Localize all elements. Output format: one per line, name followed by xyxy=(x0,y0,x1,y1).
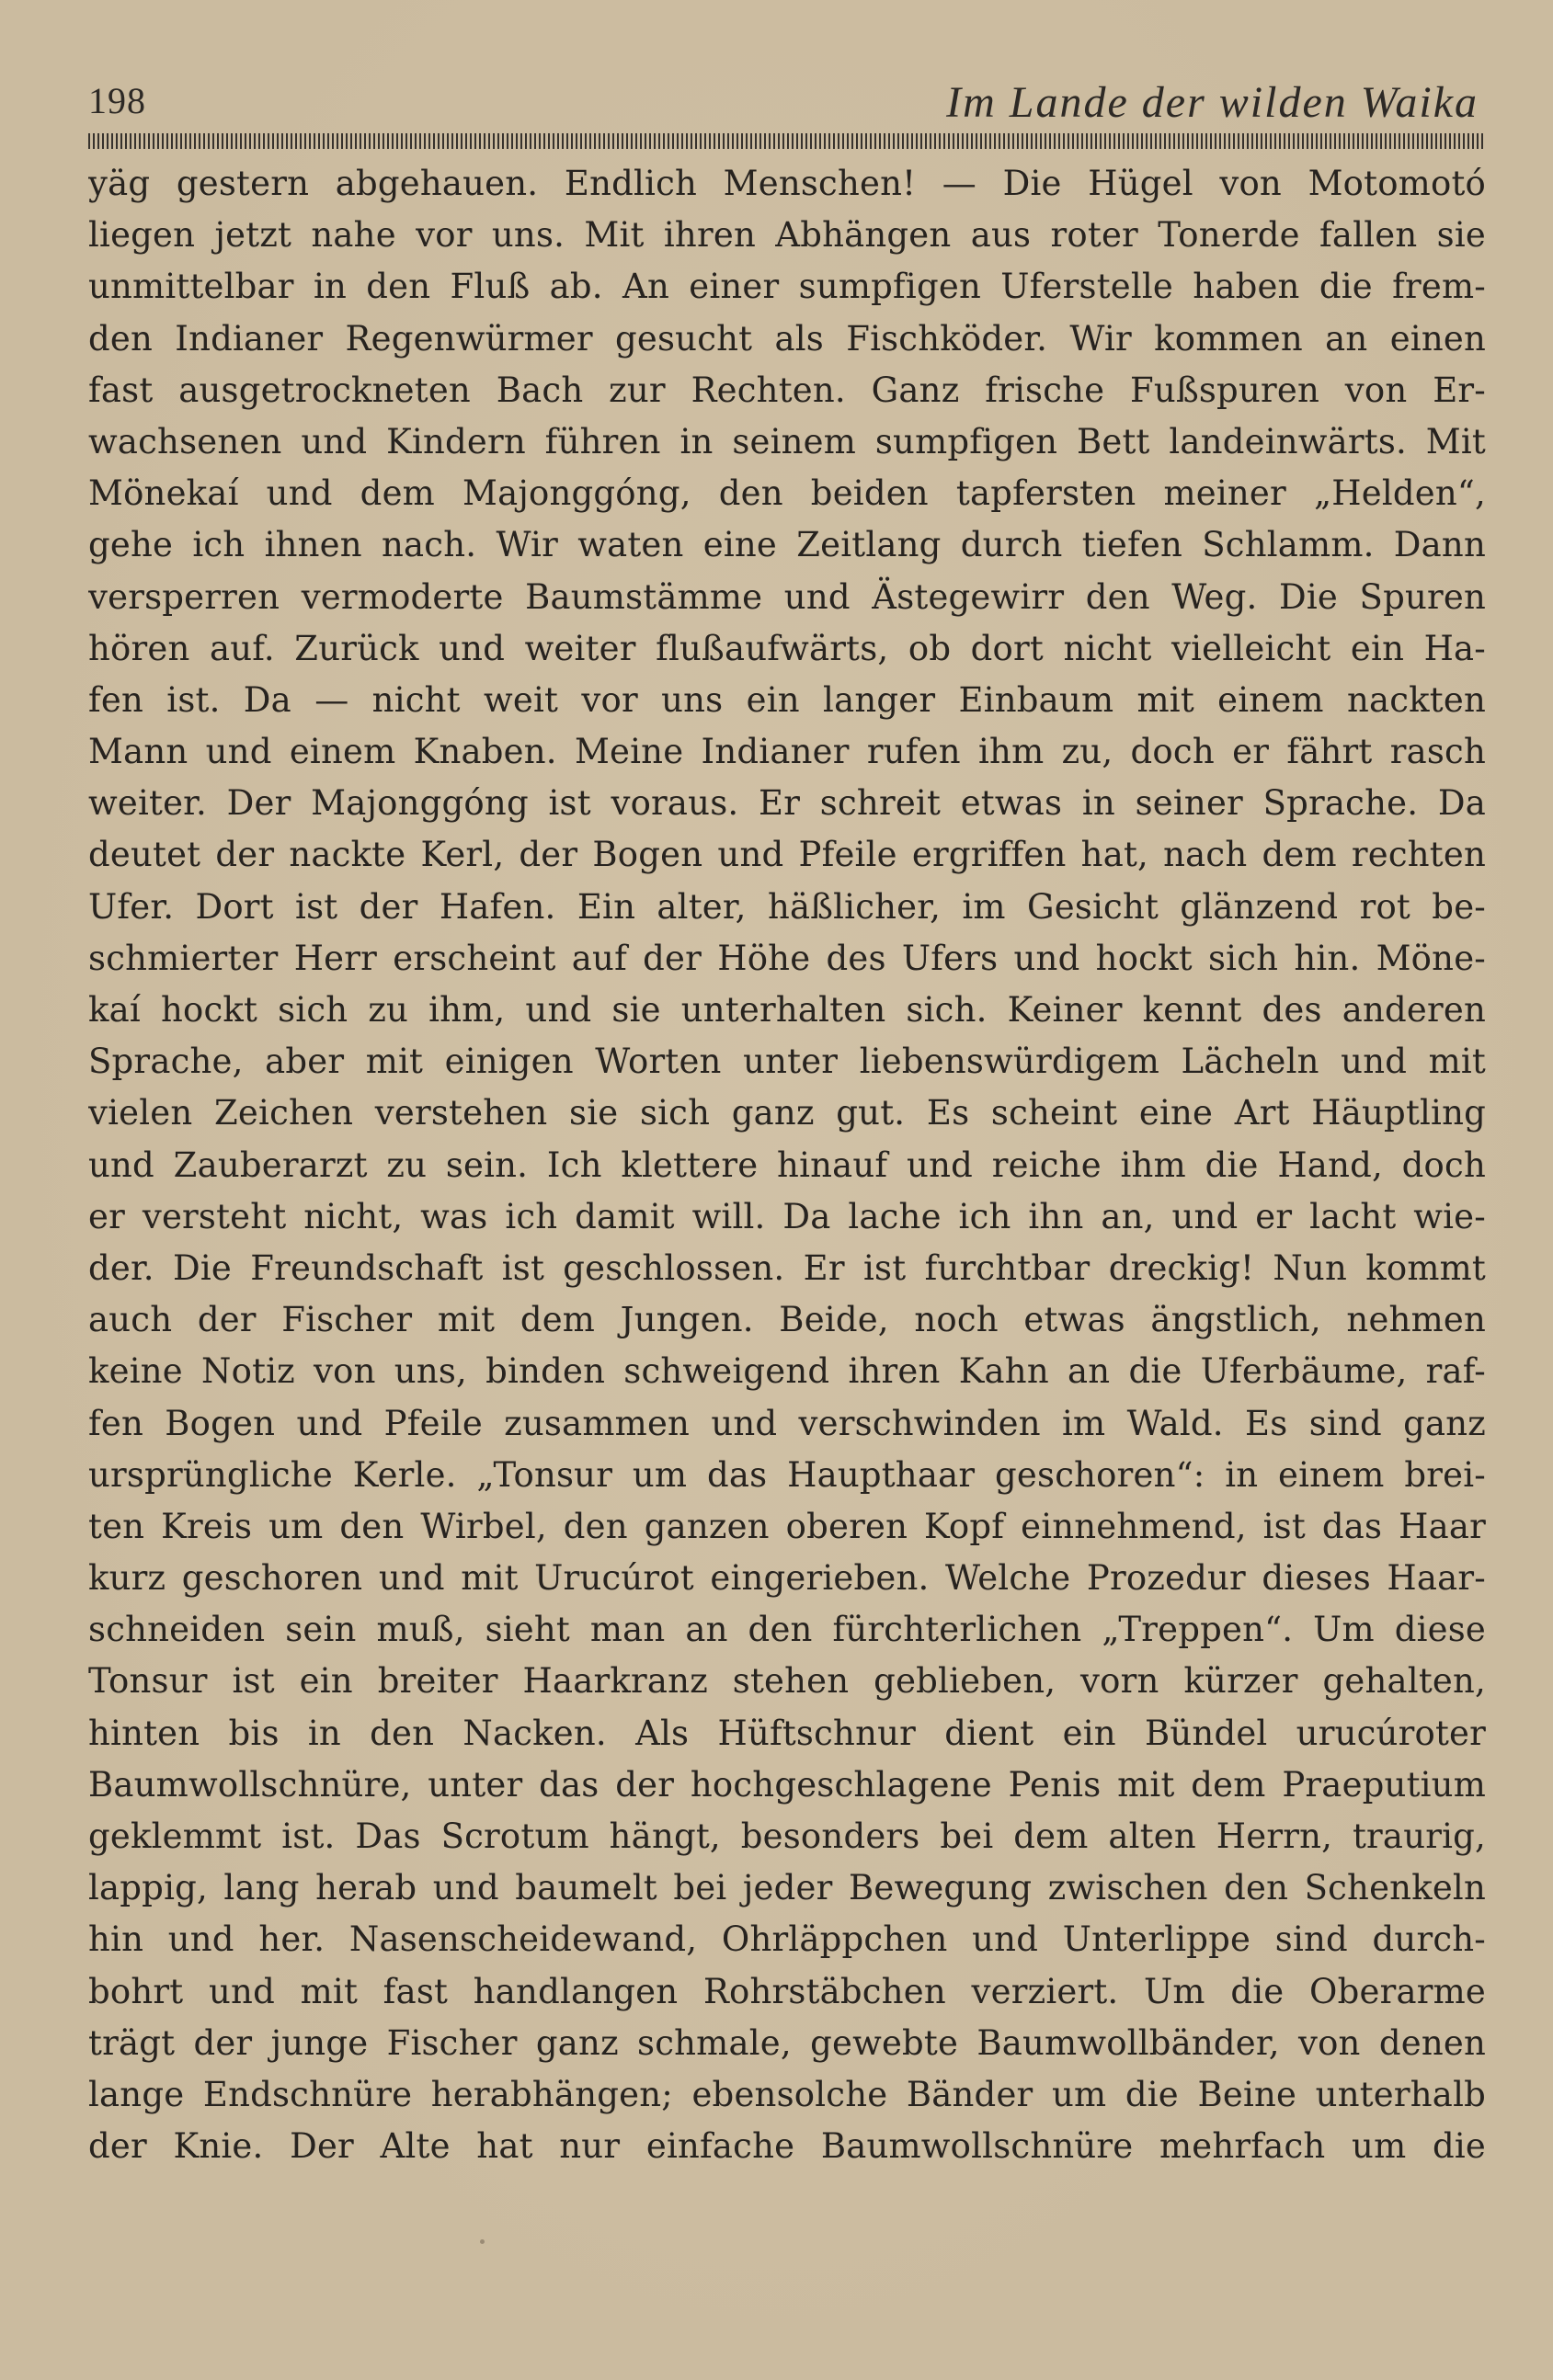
text-line: wachsenen und Kindern führen in seinem sumpfigen Bett landeinwärts. Mit xyxy=(88,421,1486,461)
text-line: versperren vermoderte Baumstämme und Ästegewirr den Weg. Die Spuren xyxy=(88,576,1486,617)
text-line: Mönekaí und dem Majonggóng, den beiden tapfersten meiner „Helden“, xyxy=(88,473,1486,514)
body-text xyxy=(88,158,1486,2172)
text-line: hinten bis in den Nacken. Als Hüftschnur dient ein Bündel urucúroter xyxy=(88,1713,1486,1753)
text-line: vielen Zeichen verstehen sie sich ganz gut. Es scheint eine Art Häuptling xyxy=(88,1093,1486,1133)
text-line: schneiden sein muß, sieht man an den fürchterlichen „Treppen“. Um diese xyxy=(88,1610,1486,1650)
text-line: unmittelbar in den Fluß ab. An einer sumpfigen Uferstelle haben die frem- xyxy=(88,267,1486,307)
text-line: lange Endschnüre herabhängen; ebensolche Bänder um die Beine unterhalb xyxy=(88,2074,1486,2114)
text-line: gehe ich ihnen nach. Wir waten eine Zeitlang durch tiefen Schlamm. Dann xyxy=(88,525,1486,565)
text-line: Ufer. Dort ist der Hafen. Ein alter, häßlicher, im Gesicht glänzend rot be- xyxy=(88,886,1486,927)
header-rule xyxy=(88,133,1486,149)
text-line: keine Notiz von uns, binden schweigend ihren Kahn an die Uferbäume, raf- xyxy=(88,1351,1486,1392)
text-line: fen ist. Da — nicht weit vor uns ein langer Einbaum mit einem nackten xyxy=(88,679,1486,720)
paper-speck xyxy=(480,2239,485,2244)
text-line: fen Bogen und Pfeile zusammen und verschwinden im Wald. Es sind ganz xyxy=(88,1403,1486,1443)
text-line: er versteht nicht, was ich damit will. Da lache ich ihn an, und er lacht wie- xyxy=(88,1196,1486,1236)
text-line: kaí hockt sich zu ihm, und sie unterhalten sich. Keiner kennt des anderen xyxy=(88,990,1486,1030)
text-line: hören auf. Zurück und weiter flußaufwärts, ob dort nicht vielleicht ein Ha- xyxy=(88,628,1486,668)
text-line: geklemmt ist. Das Scrotum hängt, besonders bei dem alten Herrn, traurig, xyxy=(88,1816,1486,1856)
text-line: weiter. Der Majonggóng ist voraus. Er schreit etwas in seiner Sprache. Da xyxy=(88,783,1486,824)
text-line: schmierter Herr erscheint auf der Höhe des Ufers und hockt sich hin. Möne- xyxy=(88,938,1486,978)
text-line: Sprache, aber mit einigen Worten unter liebenswürdigem Lächeln und mit xyxy=(88,1042,1486,1082)
text-line: deutet der nackte Kerl, der Bogen und Pfeile ergriffen hat, nach dem rechten xyxy=(88,835,1486,875)
text-line: fast ausgetrockneten Bach zur Rechten. Ganz frische Fußspuren von Er- xyxy=(88,370,1486,410)
text-line: und Zauberarzt zu sein. Ich klettere hinauf und reiche ihm die Hand, doch xyxy=(88,1144,1486,1185)
text-line: der. Die Freundschaft ist geschlossen. Er ist furchtbar dreckig! Nun kommt xyxy=(88,1247,1486,1288)
page-number: 198 xyxy=(88,80,146,121)
running-title: Im Lande der wilden Waika xyxy=(946,78,1479,127)
text-line: trägt der junge Fischer ganz schmale, gewebte Baumwollbänder, von denen xyxy=(88,2022,1486,2063)
text-line: den Indianer Regenwürmer gesucht als Fischköder. Wir kommen an einen xyxy=(88,318,1486,359)
text-line: lappig, lang herab und baumelt bei jeder Bewegung zwischen den Schenkeln xyxy=(88,1868,1486,1908)
text-line: hin und her. Nasenscheidewand, Ohrläppchen und Unterlippe sind durch- xyxy=(88,1919,1486,1960)
text-line: Baumwollschnüre, unter das der hochgeschlagene Penis mit dem Praeputium xyxy=(88,1764,1486,1805)
running-header xyxy=(88,74,1486,129)
text-line: kurz geschoren und mit Urucúrot eingerieben. Welche Prozedur dieses Haar- xyxy=(88,1558,1486,1599)
text-line: ursprüngliche Kerle. „Tonsur um das Haupthaar geschoren“: in einem brei- xyxy=(88,1454,1486,1495)
text-line: ten Kreis um den Wirbel, den ganzen oberen Kopf einnehmend, ist das Haar xyxy=(88,1506,1486,1546)
text-line: liegen jetzt nahe vor uns. Mit ihren Abhängen aus roter Tonerde fallen sie xyxy=(88,215,1486,256)
text-line: bohrt und mit fast handlangen Rohrstäbchen verziert. Um die Oberarme xyxy=(88,1971,1486,2011)
text-line: Mann und einem Knaben. Meine Indianer rufen ihm zu, doch er fährt rasch xyxy=(88,732,1486,772)
text-line: yäg gestern abgehauen. Endlich Menschen! — Die Hügel von Motomotó xyxy=(88,164,1486,203)
text-line: der Knie. Der Alte hat nur einfache Baumwollschnüre mehrfach um die xyxy=(88,2126,1486,2167)
text-line: Tonsur ist ein breiter Haarkranz stehen geblieben, vorn kürzer gehalten, xyxy=(88,1661,1486,1702)
text-line: auch der Fischer mit dem Jungen. Beide, noch etwas ängstlich, nehmen xyxy=(88,1300,1486,1340)
